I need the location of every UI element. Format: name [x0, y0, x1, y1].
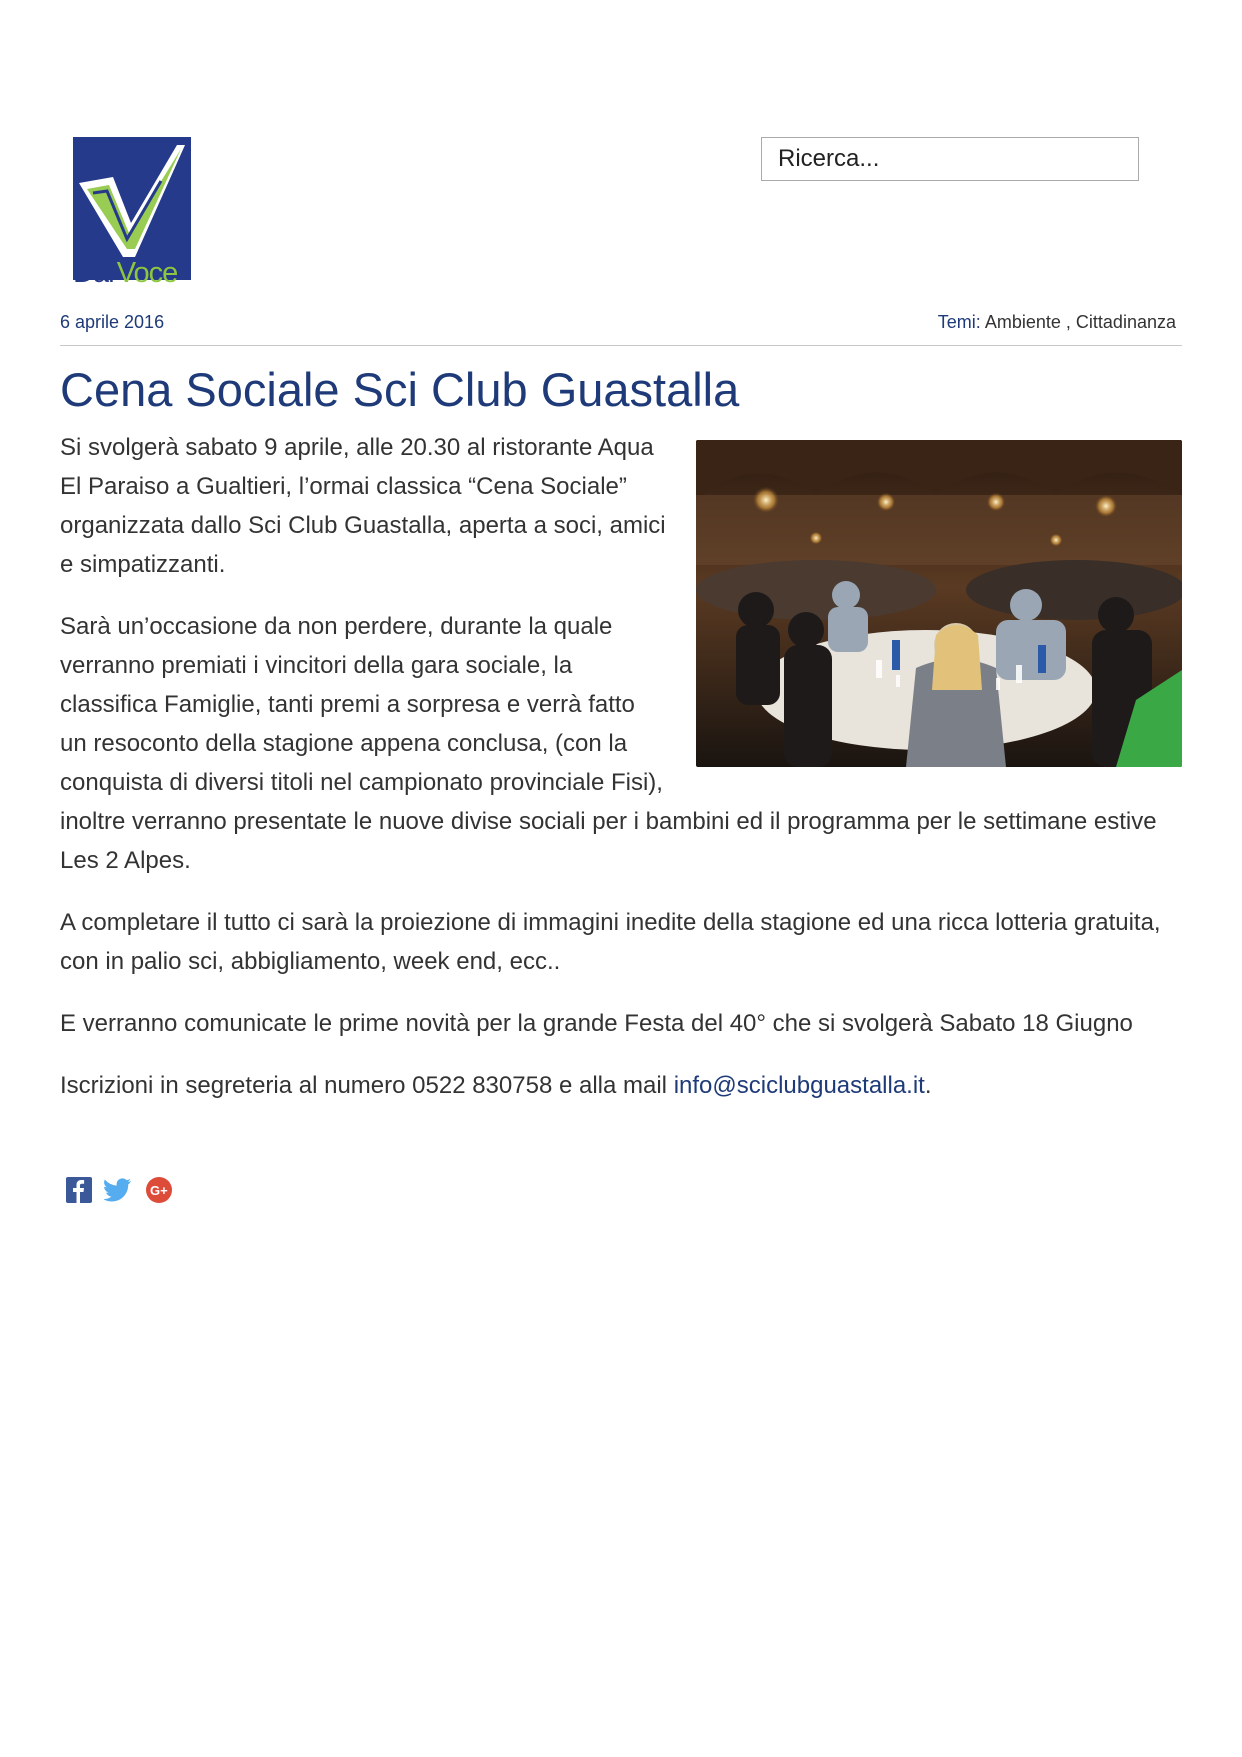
- tags-label: Temi:: [937, 312, 981, 332]
- share-bar: [66, 1176, 181, 1206]
- paragraph-5: [60, 1066, 1182, 1105]
- paragraph-3: A completare il tutto ci sarà la proiezione di immagini inedite della stagione ed una ricca lotteria gratuita, con in palio sci, abbigliamento, week end, ecc..: [60, 909, 1161, 975]
- facebook-icon[interactable]: [66, 1177, 92, 1203]
- tags: [938, 312, 1176, 333]
- tag-separator: ,: [1065, 312, 1071, 332]
- article-body: [60, 428, 1182, 1128]
- tag-cittadinanza[interactable]: Cittadinanza: [1075, 312, 1176, 332]
- twitter-icon[interactable]: [104, 1178, 132, 1202]
- google-plus-icon[interactable]: [145, 1176, 173, 1204]
- darvoce-logo[interactable]: [73, 137, 193, 287]
- contact-suffix: .: [924, 1072, 932, 1099]
- article-title: Cena Sociale Sci Club Guastalla: [60, 363, 740, 416]
- paragraph-4: E verranno comunicate le prime novità per la grande Festa del 40° che si svolgerà Sabato 18 Giugno: [60, 1010, 1133, 1037]
- contact-text: Iscrizioni in segreteria al numero 0522 830758 e alla mail: [60, 1072, 674, 1099]
- email-link[interactable]: info@sciclubguastalla.it: [673, 1072, 925, 1099]
- logo-text-voce: Voce: [116, 257, 178, 289]
- paragraph-2: Sarà un’occasione da non perdere, durante la quale verranno premiati i vincitori della gara sociale, la classifica Famiglie, tanti premi a sorpresa e verrà fatto un resoconto della stagione appena conclusa, (con la conquista di diversi titoli nel campionato provinciale Fisi), inoltre verranno presentate le nuove divise sociali per i bambini ed il programma per le settimane estive Les 2 Alpes.: [60, 613, 1157, 874]
- paragraph-1: Si svolgerà sabato 9 aprile, alle 20.30 al ristorante Aqua El Paraiso a Gualtieri, l’ormai classica “Cena Sociale” organizzata dallo Sci Club Guastalla, aperta a soci, amici e simpatizzanti.: [60, 434, 666, 578]
- article-date: 6 aprile 2016: [60, 312, 165, 332]
- dinner-photo: [696, 440, 1182, 767]
- logo-text-dar: Dar: [73, 257, 117, 289]
- article-meta: [60, 309, 1182, 346]
- tag-ambiente[interactable]: Ambiente: [984, 312, 1061, 332]
- svg-text:G+: G+: [149, 1183, 168, 1198]
- search-input[interactable]: [761, 137, 1139, 181]
- logo-wordmark: [73, 257, 177, 290]
